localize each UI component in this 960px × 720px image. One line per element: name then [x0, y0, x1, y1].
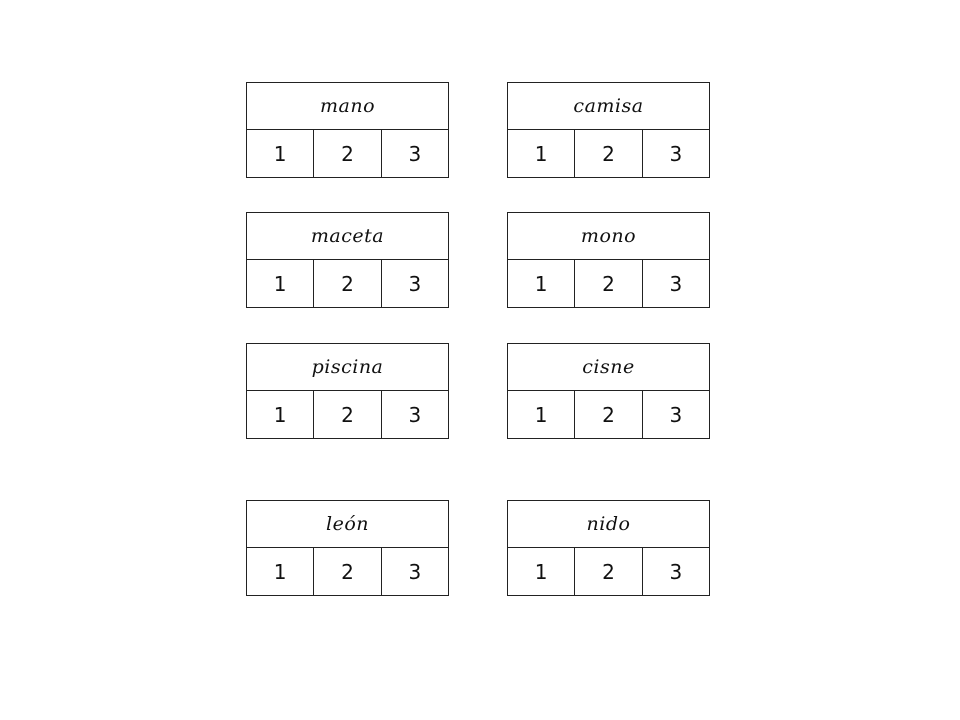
option-1-cell[interactable]: 1	[508, 391, 575, 438]
option-2-cell[interactable]: 2	[314, 548, 381, 595]
option-1-cell[interactable]: 1	[247, 391, 314, 438]
option-3-cell[interactable]: 3	[669, 271, 683, 296]
option-3-cell[interactable]: 3	[669, 559, 683, 584]
option-2-cell[interactable]: 2	[575, 260, 642, 307]
syllable-count-row	[247, 260, 448, 307]
syllable-count-row	[508, 130, 709, 177]
syllable-count-row	[247, 391, 448, 438]
card-word: león	[247, 501, 448, 548]
option-2-cell[interactable]: 2	[575, 130, 642, 177]
card-word: nido	[508, 501, 709, 548]
card-word: piscina	[247, 344, 448, 391]
syllable-card-cisne	[507, 343, 710, 439]
syllable-card-mano	[246, 82, 449, 178]
option-1-cell[interactable]: 1	[247, 260, 314, 307]
syllable-count-row	[508, 548, 709, 595]
syllable-card-maceta	[246, 212, 449, 308]
card-word: mono	[508, 213, 709, 260]
option-3-cell[interactable]: 3	[669, 141, 683, 166]
option-2-cell[interactable]: 2	[314, 391, 381, 438]
option-3-cell[interactable]: 3	[669, 402, 683, 427]
syllable-card-camisa	[507, 82, 710, 178]
option-3-cell[interactable]: 3	[408, 271, 422, 296]
option-3-cell[interactable]: 3	[408, 559, 422, 584]
option-2-cell[interactable]: 2	[575, 548, 642, 595]
card-word: maceta	[247, 213, 448, 260]
option-2-cell[interactable]: 2	[314, 130, 381, 177]
syllable-count-row	[508, 391, 709, 438]
syllable-count-row	[247, 130, 448, 177]
option-1-cell[interactable]: 1	[247, 130, 314, 177]
syllable-card-leon	[246, 500, 449, 596]
option-3-cell[interactable]: 3	[408, 141, 422, 166]
syllable-card-nido	[507, 500, 710, 596]
card-word: cisne	[508, 344, 709, 391]
card-word: camisa	[508, 83, 709, 130]
option-2-cell[interactable]: 2	[575, 391, 642, 438]
option-1-cell[interactable]: 1	[247, 548, 314, 595]
syllable-card-mono	[507, 212, 710, 308]
syllable-count-row	[508, 260, 709, 307]
option-3-cell[interactable]: 3	[408, 402, 422, 427]
syllable-card-piscina	[246, 343, 449, 439]
syllable-count-row	[247, 548, 448, 595]
option-2-cell[interactable]: 2	[314, 260, 381, 307]
card-word: mano	[247, 83, 448, 130]
option-1-cell[interactable]: 1	[508, 130, 575, 177]
option-1-cell[interactable]: 1	[508, 548, 575, 595]
option-1-cell[interactable]: 1	[508, 260, 575, 307]
